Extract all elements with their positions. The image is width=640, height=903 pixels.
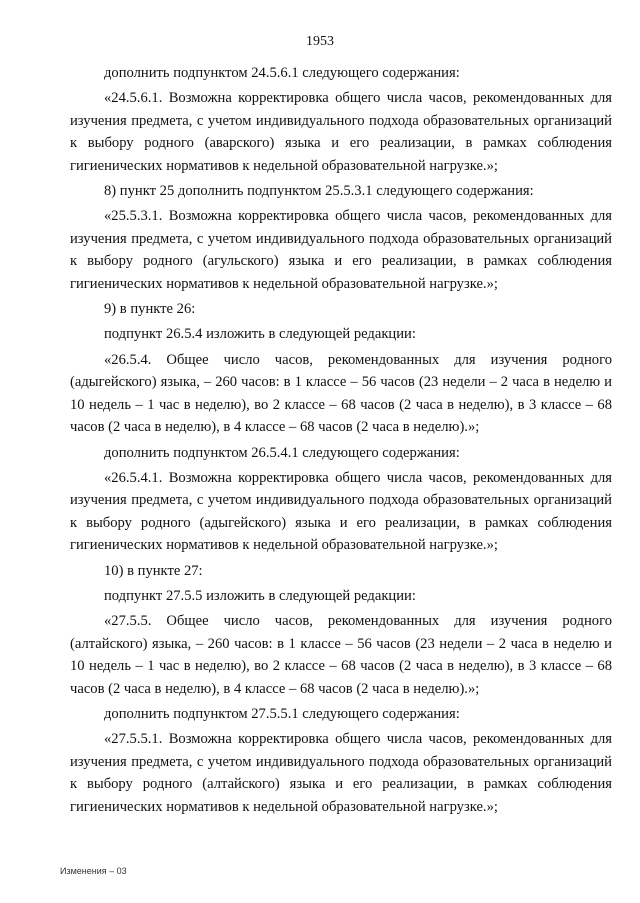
paragraph: «27.5.5. Общее число часов, рекомендованных для изучения родного (алтайского) языка, – 260 часов: в 1 классе – 56 часов (23 недели – 2 часа в неделю и 10 недель – 1 час в неделю), во 2 классе – 68 часов (2 часа в неделю), в 3 классе – 68 часов (2 часа в неделю), в 4 классе – 68 часов (2 часа в неделю).»; [70,613,612,697]
paragraph: «26.5.4.1. Возможна корректировка общего числа часов, рекомендованных для изучения предмета, с учетом индивидуального подхода образовательных организаций к выбору родного (адыгейского) языка и его реализации, в рамках соблюдения гигиенических нормативов к недельной образовательной нагрузке.»; [70,469,612,554]
paragraph: дополнить подпунктом 26.5.4.1 следующего содержания: [104,444,460,461]
paragraph: «26.5.4. Общее число часов, рекомендованных для изучения родного (адыгейского) языка, – 260 часов: в 1 классе – 56 часов (23 недели – 2 часа в неделю и 10 недель – 1 час в неделю), во 2 классе – 68 часов (2 часа в неделю), в 3 классе – 68 часов (2 часа в неделю), в 4 классе – 68 часов (2 часа в неделю).»; [70,351,612,436]
paragraph: «24.5.6.1. Возможна корректировка общего числа часов, рекомендованных для изучения предмета, с учетом индивидуального подхода образовательных организаций к выбору родного (аварского) языка и его реализации, в рамках соблюдения гигиенических нормативов к недельной образовательной нагрузке.»; [70,90,612,174]
paragraph: дополнить подпунктом 24.5.6.1 следующего содержания: [104,65,460,81]
paragraph: 9) в пункте 26: [104,301,196,318]
paragraph: подпункт 26.5.4 изложить в следующей редакции: [104,326,416,343]
paragraph: дополнить подпунктом 27.5.5.1 следующего содержания: [104,705,460,722]
paragraph: 8) пункт 25 дополнить подпунктом 25.5.3.1 следующего содержания: [104,183,534,200]
document-body [70,62,612,821]
paragraph: «27.5.5.1. Возможна корректировка общего числа часов, рекомендованных для изучения предмета, с учетом индивидуального подхода образовательных организаций к выбору родного (алтайского) языка и его реализации, в рамках соблюдения гигиенических нормативов к недельной образовательной нагрузке.»; [70,731,612,815]
page-number: 1953 [306,34,334,49]
paragraph: подпункт 27.5.5 изложить в следующей редакции: [104,587,416,604]
footer-note: Изменения – 03 [60,866,127,876]
paragraph: «25.5.3.1. Возможна корректировка общего числа часов, рекомендованных для изучения предмета, с учетом индивидуального подхода образовательных организаций к выбору родного (агульского) языка и его реализации, в рамках соблюдения гигиенических нормативов к недельной образовательной нагрузке.»; [70,208,612,292]
paragraph: 10) в пункте 27: [104,562,203,579]
